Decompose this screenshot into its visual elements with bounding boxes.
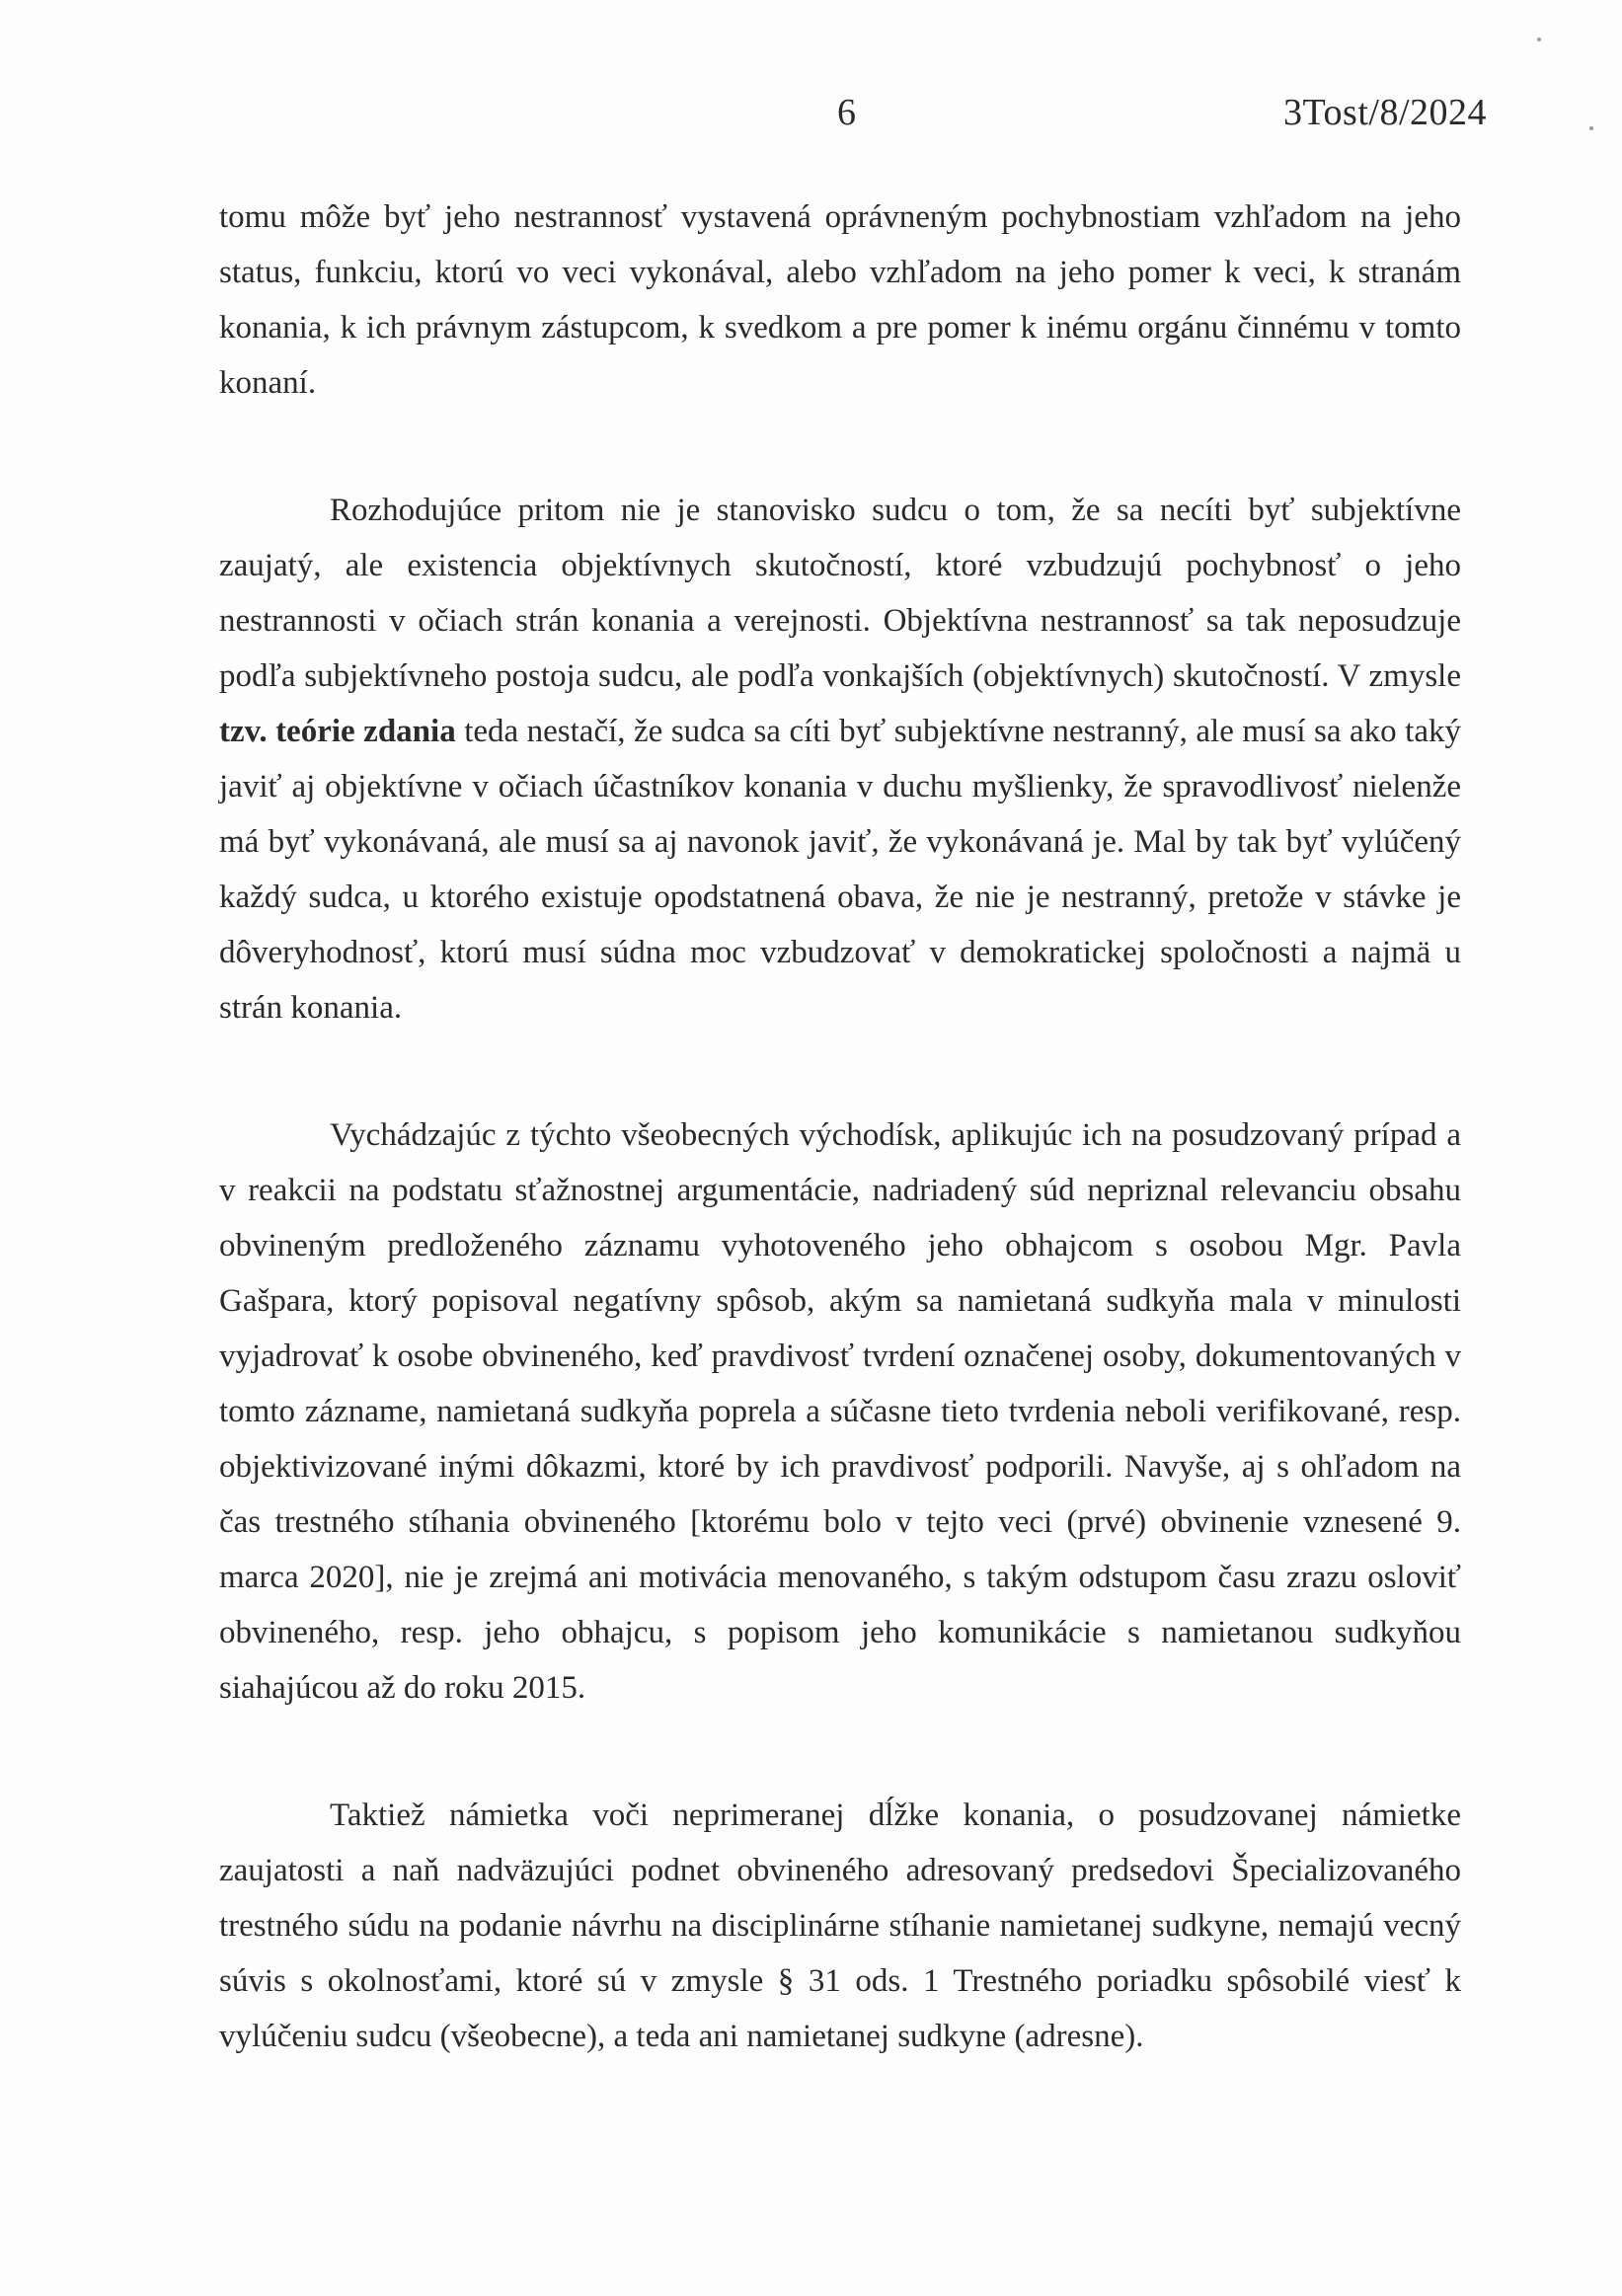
scan-speck [1589, 126, 1593, 130]
scan-speck [1537, 38, 1541, 41]
paragraph-objection: Taktiež námietka voči neprimeranej dĺžke konania, o posudzovanej námietke zaujatosti a naň nadväzujúci podnet obvineného adresovaný predsedovi Špecializovaného trestného súdu na podanie návrhu na disciplinárne stíhanie namietanej sudkyne, nemajú vecný súvis s okolnosťami, ktoré sú v zmysle § 31 ods. 1 Trestného poriadku spôsobilé viesť k vylúčeniu sudcu (všeobecne), a teda ani namietanej sudkyne (adresne). [219, 1798, 1461, 2054]
paragraph-appearance-theory [219, 483, 1461, 1035]
paragraph-text: Rozhodujúce pritom nie je stanovisko sudcu o tom, že sa necíti byť subjektívne zaujatý, ale existencia objektívnych skutočností, ktoré vzbudzujú pochybnosť o jeho nestrannosti v očiach strán konania a verejnosti. Objektívna nestrannosť sa tak neposudzuje podľa subjektívneho postoja sudcu, ale podľa vonkajších (objektívnych) skutočností. V zmysle [219, 493, 1461, 694]
paragraph-text: teda nestačí, že sudca sa cíti byť subjektívne nestranný, ale musí sa ako taký javiť aj objektívne v očiach účastníkov konania v duchu myšlienky, že spravodlivosť nielenže má byť vykonávaná, ale musí sa aj navonok javiť, že vykonávaná je. Mal by tak byť vylúčený každý sudca, u ktorého existuje opodstatnená obava, že nie je nestranný, pretože v stávke je dôveryhodnosť, ktorú musí súdna moc vzbudzovať v demokratickej spoločnosti a najmä u strán konania. [219, 714, 1461, 1026]
document-body [219, 190, 1461, 2064]
bold-term: tzv. teórie zdania [219, 714, 456, 749]
paragraph-continuation: tomu môže byť jeho nestrannosť vystavená oprávneným pochybnostiam vzhľadom na jeho status, funkciu, ktorú vo veci vykonával, alebo vzhľadom na jeho pomer k veci, k stranám konania, k ich právnym zástupcom, k svedkom a pre pomer k inému orgánu činnému v tomto konaní. [219, 199, 1461, 401]
case-number: 3Tost/8/2024 [1283, 92, 1488, 133]
page-number: 6 [837, 92, 856, 133]
paragraph-application: Vychádzajúc z týchto všeobecných východísk, aplikujúc ich na posudzovaný prípad a v reakcii na podstatu sťažnostnej argumentácie, nadriadený súd nepriznal relevanciu obsahu obvineným predloženého záznamu vyhotoveného jeho obhajcom s osobou Mgr. Pavla Gašpara, ktorý popisoval negatívny spôsob, akým sa namietaná sudkyňa mala v minulosti vyjadrovať k osobe obvineného, keď pravdivosť tvrdení označenej osoby, dokumentovaných v tomto zázname, namietaná sudkyňa poprela a súčasne tieto tvrdenia neboli verifikované, resp. objektivizované inými dôkazmi, ktoré by ich pravdivosť podporili. Navyše, aj s ohľadom na čas trestného stíhania obvineného [ktorému bolo v tejto veci (prvé) obvinenie vznesené 9. marca 2020], nie je zrejmá ani motivácia menovaného, s takým odstupom času zrazu osloviť obvineného, resp. jeho obhajcu, s popisom jeho komunikácie s namietanou sudkyňou siahajúcou až do roku 2015. [219, 1117, 1461, 1706]
